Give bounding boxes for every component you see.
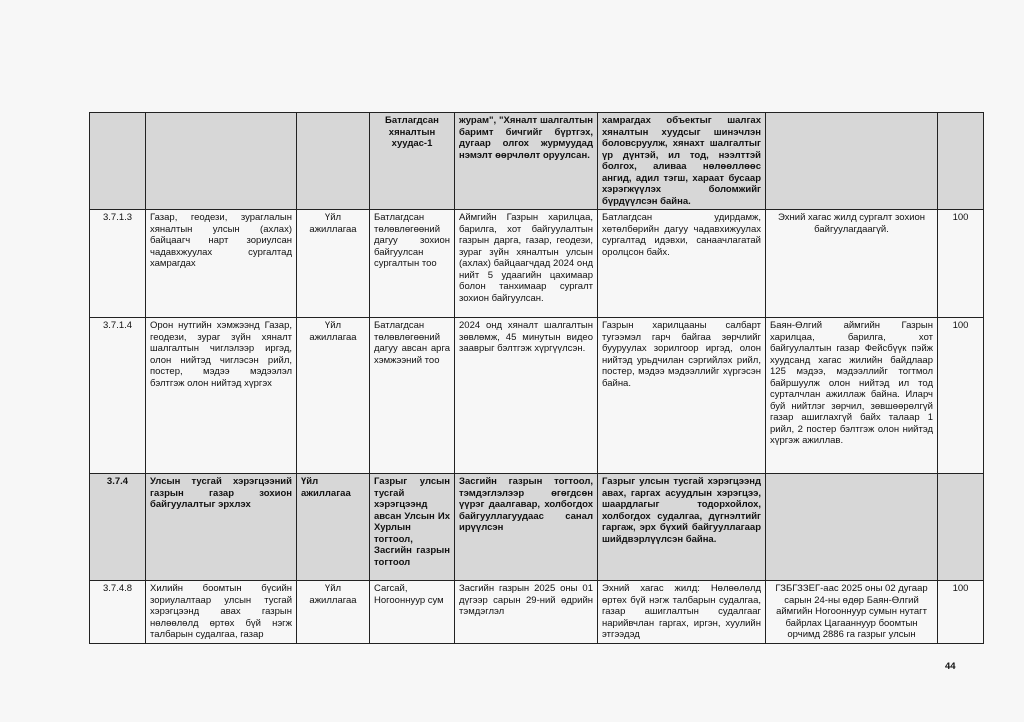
basis-cell: Аймгийн Газрын харилцаа, барилга, хот байгуулалтын газрын дарга, газар, геодези, зураг зүйн хяналтын улсын (ахлах) байцаагчдад 2024 онд нийт 5 удаагийн цахимаар болон танхимаар сургалт зохион байгуулсан. [455,210,598,318]
progress-cell: Баян-Өлгий аймгийн Газрын харилцаа, барилга, хот байгуулалтын газар Фейсбүүк пэйж хуудсанд хагас жилийн байдлаар 125 мэдээ, мэдээллийг тогтмол байршуулж олон нийтэд ил тод сурталчлан ажиллаж байна. Иларч буй нийтлэг зөрчил, зөвшөөрөлгүй газар ашиглахгүй байх талаар 1 рийл, 2 постер бэлтгэж олон нийтэд хүргэж ажиллав. [766,318,938,474]
activity-cell: Хилийн боомтын бүсийн зориулалтаар улсын тусгай хэрэгцээнд авах газрын нөлөөлөлд өртөх бүй нэгж талбарын судалгаа, газар [146,581,297,644]
activity-cell [146,113,297,210]
percent-cell: 100 [938,318,984,474]
type-cell: Үйл ажиллагаа [297,210,370,318]
row-code-cell [90,113,146,210]
expected-result-cell: Газрын харилцааны салбарт тугээмэл гарч байгаа зөрчлийг бууруулах зорилгоор иргэд, олон нийтэд урьдчилан сэргийлэх рийл, постер, мэдээ мэдээллийг хүргэсэн байна. [598,318,766,474]
progress-cell: ГЗБГЗЗЕГ-аас 2025 оны 02 дугаар сарын 24-ны өдөр Баян-Өлгий аймгийн Ногооннуур сумын нутагт байрлах Цагааннуур боомтын орчимд 2886 га газрыг улсын [766,581,938,644]
percent-cell: 100 [938,581,984,644]
progress-cell [766,474,938,581]
activity-cell: Газар, геодези, зураглалын хяналтын улсын (ахлах) байцаагч нарт зориулсан чадавхжуулах сургалтад хамрагдах [146,210,297,318]
report-table [89,112,984,644]
table-row [90,474,984,581]
indicator-cell: Батлагдсан төлөвлөгөөний дагуу зохион байгуулсан сургалтын тоо [370,210,455,318]
indicator-cell: Сагсай, Ногооннуур сум [370,581,455,644]
indicator-cell: Батлагдсан төлөвлөгөөний дагуу авсан арга хэмжээний тоо [370,318,455,474]
basis-cell: 2024 онд хяналт шалгалтын зөвлөмж, 45 минутын видео зааврыг бэлтгэж хүргүүлсэн. [455,318,598,474]
activity-cell: Улсын тусгай хэрэгцээний газрын газар зохион байгуулалтыг эрхлэх [146,474,297,581]
expected-result-cell: Батлагдсан удирдамж, хөтөлбөрийн дагуу чадавхижуулах сургалтад идэвхи, санаачлагатай оролцсон байх. [598,210,766,318]
type-cell: Үйл ажиллагаа [297,581,370,644]
row-code-cell: 3.7.1.3 [90,210,146,318]
row-code-cell: 3.7.4 [90,474,146,581]
expected-result-cell: Газрыг улсын тусгай хэрэгцээнд авах, гаргах асуудлын хэрэгцээ, шаардлагыг тодорхойлох, холбогдох судалгаа, дүгнэлтийг гаргаж, эрх бүхий байгууллагаар шийдвэрлүүлсэн байна. [598,474,766,581]
type-cell: Үйл ажиллагаа [297,318,370,474]
expected-result-cell: Эхний хагас жилд: Нөлөөлөлд өртөх бүй нэгж талбарын судалгаа, газар ашиглалтын судалгааг нарийвчлан гаргах, иргэн, хуулийн этгээдэд [598,581,766,644]
page-number: 44 [945,661,956,672]
indicator-cell: Газрыг улсын тусгай хэрэгцээнд авсан Улсын Их Хурлын тогтоол, Засгийн газрын тогтоол [370,474,455,581]
basis-cell: журам", "Хяналт шалгалтын баримт бичгийг бүртгэх, дугаар олгох журмуудад нэмэлт өөрчлөлт оруулсан. [455,113,598,210]
basis-cell: Засгийн газрын 2025 оны 01 дүгээр сарын 29-ний өдрийн тэмдэглэл [455,581,598,644]
type-cell: Үйл ажиллагаа [297,474,370,581]
progress-cell: Эхний хагас жилд сургалт зохион байгуулагдаагүй. [766,210,938,318]
table-row [90,318,984,474]
expected-result-cell: хамрагдах объектыг шалгах хяналтын хуудсыг шинэчлэн боловсруулж, хянахт шалгалтыг үр дүнтэй, ил тод, нээлттэй болгох, аливаа нөлөөллөөс ангид, адил тэгш, хараат бусаар хэрэгжүүлэх боломжийг бүрдүүлсэн байна. [598,113,766,210]
row-code-cell: 3.7.1.4 [90,318,146,474]
percent-cell [938,113,984,210]
progress-cell [766,113,938,210]
table-row [90,581,984,644]
table-row [90,210,984,318]
percent-cell [938,474,984,581]
type-cell [297,113,370,210]
indicator-cell: Батлагдсан хяналтын хуудас-1 [370,113,455,210]
activity-cell: Орон нутгийн хэмжээнд Газар, геодези, зураг зүйн хяналт шалгалтын чиглэлээр иргэд, олон нийтэд чиглэсэн рийл, постер, мэдээ мэдээлэл бэлтгэж олон нийтэд хүргэх [146,318,297,474]
percent-cell: 100 [938,210,984,318]
basis-cell: Засгийн газрын тогтоол, тэмдэглэлээр өгөгдсөн үүрэг даалгавар, холбогдох байгууллагуудаас санал ирүүлсэн [455,474,598,581]
table-row [90,113,984,210]
row-code-cell: 3.7.4.8 [90,581,146,644]
